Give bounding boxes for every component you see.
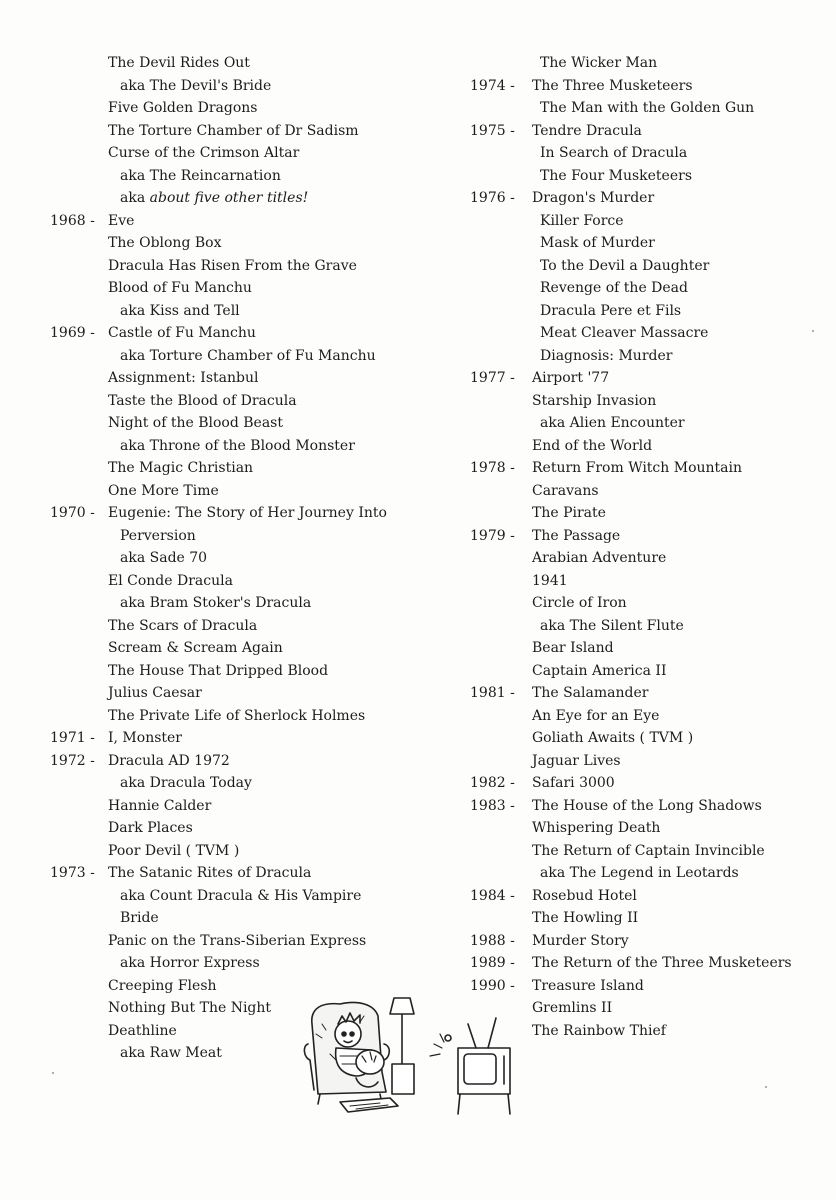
film-entry xyxy=(50,142,430,165)
film-entry xyxy=(50,952,430,975)
film-entry xyxy=(470,660,830,683)
film-entry xyxy=(50,255,430,278)
film-entry xyxy=(50,277,430,300)
film-title-text: Dracula Pere et Fils xyxy=(540,302,682,319)
film-title xyxy=(108,1020,177,1043)
film-entry xyxy=(50,885,430,908)
film-title xyxy=(108,232,221,255)
film-year: 1969 - xyxy=(50,325,95,341)
film-title xyxy=(120,345,376,368)
film-entry xyxy=(470,795,830,818)
film-title-text: aka The Legend in Leotards xyxy=(540,865,739,881)
film-title xyxy=(120,75,271,98)
film-title-text: Treasure Island xyxy=(532,977,644,994)
film-title-text: Hannie Calder xyxy=(108,797,212,814)
film-entry xyxy=(50,75,430,98)
film-title-text: Eve xyxy=(108,212,135,229)
film-title xyxy=(108,705,365,728)
film-title-text: aka Torture Chamber of Fu Manchu xyxy=(120,347,376,364)
film-title-text: Bear Island xyxy=(532,640,614,656)
film-entry xyxy=(50,300,430,323)
film-title-text: aka The Reincarnation xyxy=(120,167,281,184)
film-title xyxy=(120,525,196,548)
film-entry xyxy=(50,412,430,435)
film-title xyxy=(540,232,655,255)
film-entry xyxy=(470,682,830,705)
film-title xyxy=(540,345,672,368)
film-entry xyxy=(470,592,830,615)
film-title-text: Airport '77 xyxy=(532,370,610,386)
film-title xyxy=(120,907,159,930)
film-title xyxy=(540,277,688,300)
film-title-text: Deathline xyxy=(108,1022,177,1039)
film-title-text: Dracula Has Risen From the Grave xyxy=(108,257,357,274)
film-title xyxy=(540,165,692,188)
film-title-text: Return From Witch Mountain xyxy=(532,460,743,476)
film-title xyxy=(532,682,648,705)
film-title-text: The Torture Chamber of Dr Sadism xyxy=(108,122,359,139)
film-title-text: Gremlins II xyxy=(532,1000,613,1016)
film-year: 1975 - xyxy=(470,122,515,139)
film-title-text: Caravans xyxy=(532,482,599,499)
film-entry xyxy=(50,907,430,930)
film-title-text: Whispering Death xyxy=(532,820,661,836)
cartoon-kid-watching-tv-icon xyxy=(300,994,530,1120)
film-title-text: El Conde Dracula xyxy=(108,572,233,589)
film-entry xyxy=(470,75,830,98)
film-entry xyxy=(470,840,830,863)
film-entry xyxy=(50,817,430,840)
film-title xyxy=(540,142,687,165)
film-entry xyxy=(50,637,430,660)
film-title xyxy=(532,502,606,525)
film-title xyxy=(532,120,642,143)
film-title xyxy=(532,187,654,210)
film-title-text: The Return of Captain Invincible xyxy=(532,842,765,859)
film-title xyxy=(108,480,219,503)
film-entry xyxy=(50,97,430,120)
film-entry xyxy=(470,277,830,300)
film-title-text: Five Golden Dragons xyxy=(108,100,258,116)
film-title xyxy=(108,412,283,435)
film-entry xyxy=(50,210,430,233)
film-entry xyxy=(50,187,430,210)
film-title-text: Nothing But The Night xyxy=(108,1000,272,1016)
film-title xyxy=(532,975,644,998)
film-entry xyxy=(470,142,830,165)
film-entry xyxy=(470,885,830,908)
film-title xyxy=(532,817,660,840)
film-title-text: The House of the Long Shadows xyxy=(532,797,762,814)
film-entry xyxy=(470,97,830,120)
film-title xyxy=(120,885,361,908)
film-title xyxy=(108,682,202,705)
film-entry xyxy=(50,547,430,570)
film-title xyxy=(532,637,614,660)
film-title-text: Night of the Blood Beast xyxy=(108,415,283,431)
film-title xyxy=(532,885,637,908)
film-title xyxy=(108,570,233,593)
film-title-text: aka Kiss and Tell xyxy=(120,302,240,319)
film-title xyxy=(532,660,666,683)
film-entry xyxy=(50,840,430,863)
film-title xyxy=(540,97,754,120)
film-title-text: To the Devil a Daughter xyxy=(540,257,710,274)
film-title xyxy=(108,52,250,75)
film-title xyxy=(108,637,283,660)
film-title-text: Diagnosis: Murder xyxy=(540,347,673,364)
film-title-text: Curse of the Crimson Altar xyxy=(108,145,300,161)
film-title-text: The Salamander xyxy=(532,685,649,701)
film-title-text: Scream & Scream Again xyxy=(108,640,283,656)
film-title xyxy=(532,952,792,975)
film-entry xyxy=(470,435,830,458)
film-title xyxy=(532,705,659,728)
film-entry xyxy=(50,615,430,638)
film-title xyxy=(108,840,239,863)
film-entry xyxy=(470,232,830,255)
film-entry xyxy=(50,930,430,953)
film-year: 1977 - xyxy=(470,370,515,386)
film-title-text: The Four Musketeers xyxy=(540,167,693,184)
right-column xyxy=(470,52,830,1042)
film-year: 1981 - xyxy=(470,685,515,701)
film-title-text: 1941 xyxy=(532,572,568,589)
film-title-text: Jaguar Lives xyxy=(532,752,621,769)
film-year: 1971 - xyxy=(50,730,95,746)
film-title xyxy=(532,367,609,390)
film-title-text: The Three Musketeers xyxy=(532,77,693,94)
film-title-text: Meat Cleaver Massacre xyxy=(540,325,709,341)
film-entry xyxy=(50,367,430,390)
film-title-text: aka Count Dracula & His Vampire xyxy=(120,887,362,904)
film-title xyxy=(120,952,260,975)
film-title xyxy=(540,210,624,233)
film-title-text: Tendre Dracula xyxy=(532,122,642,139)
film-title xyxy=(532,525,620,548)
film-entry xyxy=(50,502,430,525)
left-column xyxy=(50,52,430,1065)
film-year: 1974 - xyxy=(470,77,515,94)
film-title-text: End of the World xyxy=(532,437,653,454)
film-title-text: aka xyxy=(120,190,150,206)
film-title xyxy=(108,975,217,998)
film-title-text: The Magic Christian xyxy=(108,460,254,476)
film-entry xyxy=(470,907,830,930)
film-entry xyxy=(470,727,830,750)
film-entry xyxy=(470,165,830,188)
film-entry xyxy=(50,660,430,683)
film-entry xyxy=(470,930,830,953)
film-title-text: Safari 3000 xyxy=(532,775,615,791)
film-title-text: An Eye for an Eye xyxy=(532,707,660,724)
film-entry xyxy=(470,705,830,728)
film-entry xyxy=(50,592,430,615)
film-entry xyxy=(50,165,430,188)
film-title xyxy=(532,435,652,458)
film-year: 1979 - xyxy=(470,527,515,544)
film-entry xyxy=(50,120,430,143)
film-title-text: Goliath Awaits ( TVM ) xyxy=(532,730,694,746)
film-title-text: aka Horror Express xyxy=(120,955,260,971)
film-year: 1988 - xyxy=(470,932,515,949)
film-entry xyxy=(50,457,430,480)
film-title-text: The House That Dripped Blood xyxy=(108,662,329,679)
film-entry xyxy=(470,480,830,503)
film-entry xyxy=(470,525,830,548)
film-entry xyxy=(470,862,830,885)
film-title xyxy=(120,1042,222,1065)
film-title-text: Eugenie: The Story of Her Journey Into xyxy=(108,505,387,521)
film-title-text: aka The Devil's Bride xyxy=(120,77,272,94)
film-year: 1970 - xyxy=(50,505,95,521)
film-entry xyxy=(50,750,430,773)
film-entry xyxy=(50,345,430,368)
film-title xyxy=(532,930,629,953)
film-title xyxy=(532,997,612,1020)
film-title-text: The Man with the Golden Gun xyxy=(540,100,755,116)
film-year: 1972 - xyxy=(50,752,95,769)
film-entry xyxy=(470,615,830,638)
film-title-text: The Howling II xyxy=(532,910,639,926)
film-title xyxy=(540,615,684,638)
film-title-text: Captain America II xyxy=(532,662,667,679)
film-title xyxy=(532,480,599,503)
film-entry xyxy=(50,232,430,255)
film-title xyxy=(540,322,708,345)
film-title xyxy=(108,862,311,885)
film-year: 1978 - xyxy=(470,460,515,476)
film-title-text: Rosebud Hotel xyxy=(532,887,637,904)
film-title xyxy=(108,615,257,638)
film-title xyxy=(532,750,621,773)
film-title xyxy=(108,322,256,345)
film-title xyxy=(532,772,615,795)
film-title-text: Circle of Iron xyxy=(532,595,627,611)
film-title xyxy=(108,502,387,525)
film-title-text: Blood of Fu Manchu xyxy=(108,280,252,296)
film-title xyxy=(108,750,230,773)
film-title xyxy=(532,1020,666,1043)
film-title xyxy=(532,840,765,863)
film-title xyxy=(532,727,693,750)
film-title-text: aka Raw Meat xyxy=(120,1045,222,1061)
film-entry xyxy=(470,547,830,570)
film-title-text: I, Monster xyxy=(108,730,182,746)
film-title xyxy=(532,457,742,480)
film-title xyxy=(532,795,762,818)
film-title xyxy=(108,795,211,818)
film-title-text: The Wicker Man xyxy=(540,55,658,71)
film-title xyxy=(120,592,311,615)
film-title-text: The Devil Rides Out xyxy=(108,55,250,71)
film-entry xyxy=(470,457,830,480)
film-title-text: Taste the Blood of Dracula xyxy=(108,392,297,409)
film-title-text: Dracula AD 1972 xyxy=(108,752,230,769)
film-title-text: Julius Caesar xyxy=(108,685,202,701)
film-entry xyxy=(50,525,430,548)
film-entry xyxy=(470,300,830,323)
film-entry xyxy=(50,435,430,458)
film-title-text: Creeping Flesh xyxy=(108,977,217,994)
film-entry xyxy=(50,772,430,795)
film-title xyxy=(540,412,685,435)
film-entry xyxy=(470,52,830,75)
film-title xyxy=(108,817,193,840)
film-title-text: Dragon's Murder xyxy=(532,190,655,206)
film-title xyxy=(540,255,709,278)
film-entry xyxy=(50,390,430,413)
film-title-text: Poor Devil ( TVM ) xyxy=(108,842,240,859)
film-title xyxy=(540,52,657,75)
film-title xyxy=(108,367,258,390)
film-entry xyxy=(50,727,430,750)
film-entry xyxy=(470,345,830,368)
film-title-text: Dark Places xyxy=(108,820,193,836)
film-year: 1983 - xyxy=(470,797,515,814)
film-title xyxy=(532,547,666,570)
film-entry xyxy=(470,502,830,525)
film-title-text: Panic on the Trans-Siberian Express xyxy=(108,932,367,949)
film-title-text: Killer Force xyxy=(540,212,624,229)
film-title-text: In Search of Dracula xyxy=(540,145,688,161)
film-title-text: Starship Invasion xyxy=(532,392,657,409)
film-title-text: The Pirate xyxy=(532,505,606,521)
film-entry xyxy=(50,862,430,885)
film-title-text: Revenge of the Dead xyxy=(540,280,688,296)
film-title xyxy=(532,570,568,593)
film-entry xyxy=(470,187,830,210)
film-entry xyxy=(50,480,430,503)
film-title xyxy=(108,390,297,413)
film-title xyxy=(108,142,299,165)
film-title xyxy=(532,390,656,413)
film-title xyxy=(108,277,252,300)
film-entry xyxy=(50,570,430,593)
film-title xyxy=(108,660,328,683)
film-title xyxy=(532,75,693,98)
film-title xyxy=(108,97,258,120)
film-entry xyxy=(470,772,830,795)
film-entry xyxy=(470,637,830,660)
film-year: 1976 - xyxy=(470,190,515,206)
film-title-text: Castle of Fu Manchu xyxy=(108,325,256,341)
film-title xyxy=(120,165,281,188)
film-entry xyxy=(50,795,430,818)
film-title-text: aka Sade 70 xyxy=(120,550,208,566)
film-year: 1982 - xyxy=(470,775,515,791)
film-title-text: Assignment: Istanbul xyxy=(108,370,259,386)
film-title xyxy=(540,300,681,323)
film-entry xyxy=(50,52,430,75)
film-entry xyxy=(470,750,830,773)
film-year: 1990 - xyxy=(470,977,515,994)
film-title xyxy=(120,187,308,210)
film-title-text: aka Bram Stoker's Dracula xyxy=(120,595,312,611)
film-title-text: The Satanic Rites of Dracula xyxy=(108,865,312,881)
film-title-text: The Private Life of Sherlock Holmes xyxy=(108,707,366,724)
film-entry xyxy=(470,120,830,143)
film-title xyxy=(108,930,366,953)
film-entry xyxy=(470,817,830,840)
film-title-text: Murder Story xyxy=(532,932,629,949)
film-title xyxy=(108,120,359,143)
film-title xyxy=(120,435,355,458)
film-title-text: The Rainbow Thief xyxy=(532,1022,666,1039)
film-title-text: Perversion xyxy=(120,527,196,544)
film-title xyxy=(532,907,638,930)
film-entry xyxy=(470,412,830,435)
film-year: 1989 - xyxy=(470,955,515,971)
film-title-text: aka Throne of the Blood Monster xyxy=(120,437,355,454)
film-title xyxy=(108,727,182,750)
film-title xyxy=(532,592,627,615)
film-title-note: about five other titles! xyxy=(149,190,309,206)
film-entry xyxy=(470,952,830,975)
film-entry xyxy=(470,367,830,390)
film-year: 1984 - xyxy=(470,887,515,904)
film-title-text: aka The Silent Flute xyxy=(540,617,684,634)
film-title xyxy=(108,997,271,1020)
film-entry xyxy=(470,570,830,593)
film-entry xyxy=(470,390,830,413)
film-title-text: Bride xyxy=(120,910,159,926)
film-title-text: Mask of Murder xyxy=(540,235,655,251)
film-entry xyxy=(470,210,830,233)
film-title-text: The Passage xyxy=(532,527,621,544)
film-title-text: The Return of the Three Musketeers xyxy=(532,955,792,971)
film-title xyxy=(108,255,357,278)
film-entry xyxy=(470,322,830,345)
film-title-text: aka Alien Encounter xyxy=(540,415,685,431)
film-title-text: Arabian Adventure xyxy=(532,550,667,566)
film-entry xyxy=(50,682,430,705)
film-title xyxy=(120,300,240,323)
film-title-text: The Oblong Box xyxy=(108,235,222,251)
film-year: 1973 - xyxy=(50,865,95,881)
film-title-text: One More Time xyxy=(108,482,219,499)
film-title xyxy=(120,547,207,570)
film-entry xyxy=(50,705,430,728)
film-title xyxy=(108,457,253,480)
film-entry xyxy=(470,255,830,278)
film-title xyxy=(540,862,739,885)
film-entry xyxy=(50,322,430,345)
film-title-text: The Scars of Dracula xyxy=(108,617,258,634)
film-title-text: aka Dracula Today xyxy=(120,775,252,791)
film-title xyxy=(108,210,134,233)
film-title xyxy=(120,772,252,795)
film-year: 1968 - xyxy=(50,212,95,229)
